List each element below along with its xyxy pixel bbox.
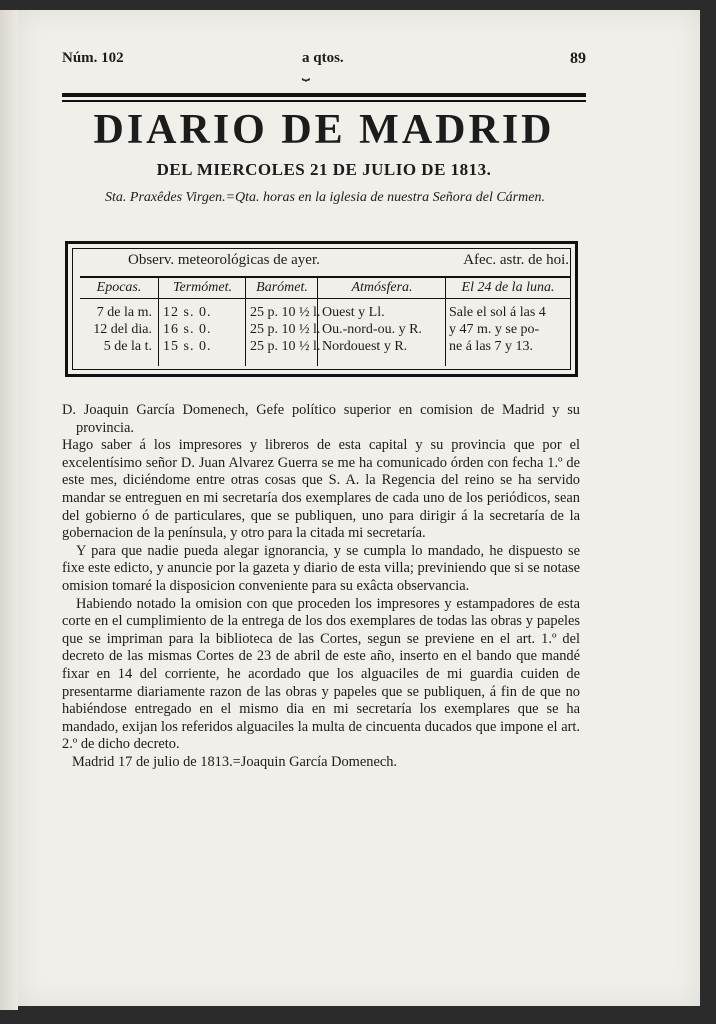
column-termometro bbox=[158, 276, 246, 366]
table-cell: Ouest y Ll. bbox=[322, 305, 385, 320]
column-header: Atmósfera. bbox=[351, 280, 413, 295]
thin-rule bbox=[62, 100, 586, 102]
edict-article bbox=[62, 402, 580, 771]
dateline: DEL MIERCOLES 21 DE JULIO DE 1813. bbox=[156, 160, 492, 179]
format-brace: ⏟ bbox=[302, 66, 309, 81]
edict-paragraph: Habiendo notado la omision con que proceden los impresores y estampadores de esta corte en el cumplimiento de la entrega de los dos exemplares de todas las obras y papeles que se impriman para la biblioteca de las Cortes, segun se previene en el art. 1.º del decreto de las mismas Cortes de 23 de abril de este año, inserto en el bando que mandé fixar en 14 del corriente, he acordado que los alguaciles de mi guardia cuiden de presentarme diariamente razon de las obras y papeles que se publiquen, á fin de que no habiéndose entregado en el mismo dia en mi secretaría los exemplares que se ha mandado, exijan los referidos alguaciles la multa de cincuenta ducados que impone el art. 2.º de dicho decreto. bbox=[62, 595, 580, 753]
format-label: a qtos. bbox=[302, 50, 344, 66]
column-epocas bbox=[80, 276, 158, 366]
column-luna bbox=[445, 276, 570, 366]
edict-signature: Madrid 17 de julio de 1813.=Joaquin García Domenech. bbox=[72, 753, 398, 770]
edict-author: D. Joaquin García Domenech, Gefe político superior en comision de Madrid y su provincia. bbox=[62, 402, 580, 436]
table-cell: Sale el sol á las 4 bbox=[449, 305, 546, 320]
page-edge bbox=[0, 10, 18, 1010]
column-header: Barómet. bbox=[256, 280, 308, 295]
column-atmosfera bbox=[317, 276, 446, 366]
page-number: 89 bbox=[570, 50, 586, 67]
table-cell: ne á las 7 y 13. bbox=[449, 339, 533, 354]
column-header: Epocas. bbox=[96, 280, 142, 295]
table-cell: y 47 m. y se po- bbox=[449, 322, 540, 337]
column-header: Termómet. bbox=[173, 280, 232, 295]
saints-of-day: Sta. Praxêdes Virgen.=Qta. horas en la iglesia de nuestra Señora del Cármen. bbox=[105, 190, 545, 205]
column-header: El 24 de la luna. bbox=[461, 280, 555, 295]
table-cell: Nordouest y R. bbox=[322, 339, 408, 354]
table-cell: 15 s. 0. bbox=[163, 339, 212, 354]
edict-paragraph: Y para que nadie pueda alegar ignorancia, y se cumpla lo mandado, he dispuesto se fixe este edicto, y anuncie por la gazeta y diario de esta villa; previniendo que si se notase omision tomaré la disposicion conveniente para su exâcta observancia. bbox=[62, 542, 580, 594]
thick-rule bbox=[62, 93, 586, 97]
masthead-title: DIARIO DE MADRID bbox=[93, 107, 555, 153]
weather-table bbox=[65, 241, 578, 377]
table-cell: 5 de la t. bbox=[103, 339, 152, 354]
column-barometro bbox=[245, 276, 321, 366]
astro-title: Afec. astr. de hoi. bbox=[463, 252, 569, 268]
edict-paragraph: Hago saber á los impresores y libreros de esta capital y su provincia que por el excelentísimo señor D. Juan Alvarez Guerra se me ha comunicado órden con fecha 1.º de este mes, diciéndome entre otras cosas que S. A. la Regencia del reino se ha servido mandar se entreguen en mi secretaría dos exemplares de cada uno de los periódicos, sean del gobierno ó de particulares, que se publiquen, uno para dirigir á la secretaría de la gobernacion de la península, y otro para la citada mi secretaría. bbox=[62, 437, 580, 542]
table-cell: 12 s. 0. bbox=[163, 305, 212, 320]
table-cell: Ou.-nord-ou. y R. bbox=[322, 322, 422, 337]
issue-number: Núm. 102 bbox=[62, 50, 124, 66]
table-cell: 25 p. 10 ½ l. bbox=[250, 322, 321, 337]
table-cell: 12 del dia. bbox=[93, 322, 152, 337]
table-cell: 7 de la m. bbox=[96, 305, 152, 320]
table-cell: 25 p. 10 ½ l. bbox=[250, 339, 321, 354]
table-cell: 16 s. 0. bbox=[163, 322, 212, 337]
weather-title: Observ. meteorológicas de ayer. bbox=[128, 252, 320, 268]
page-header bbox=[62, 50, 586, 81]
table-cell: 25 p. 10 ½ l. bbox=[250, 305, 321, 320]
